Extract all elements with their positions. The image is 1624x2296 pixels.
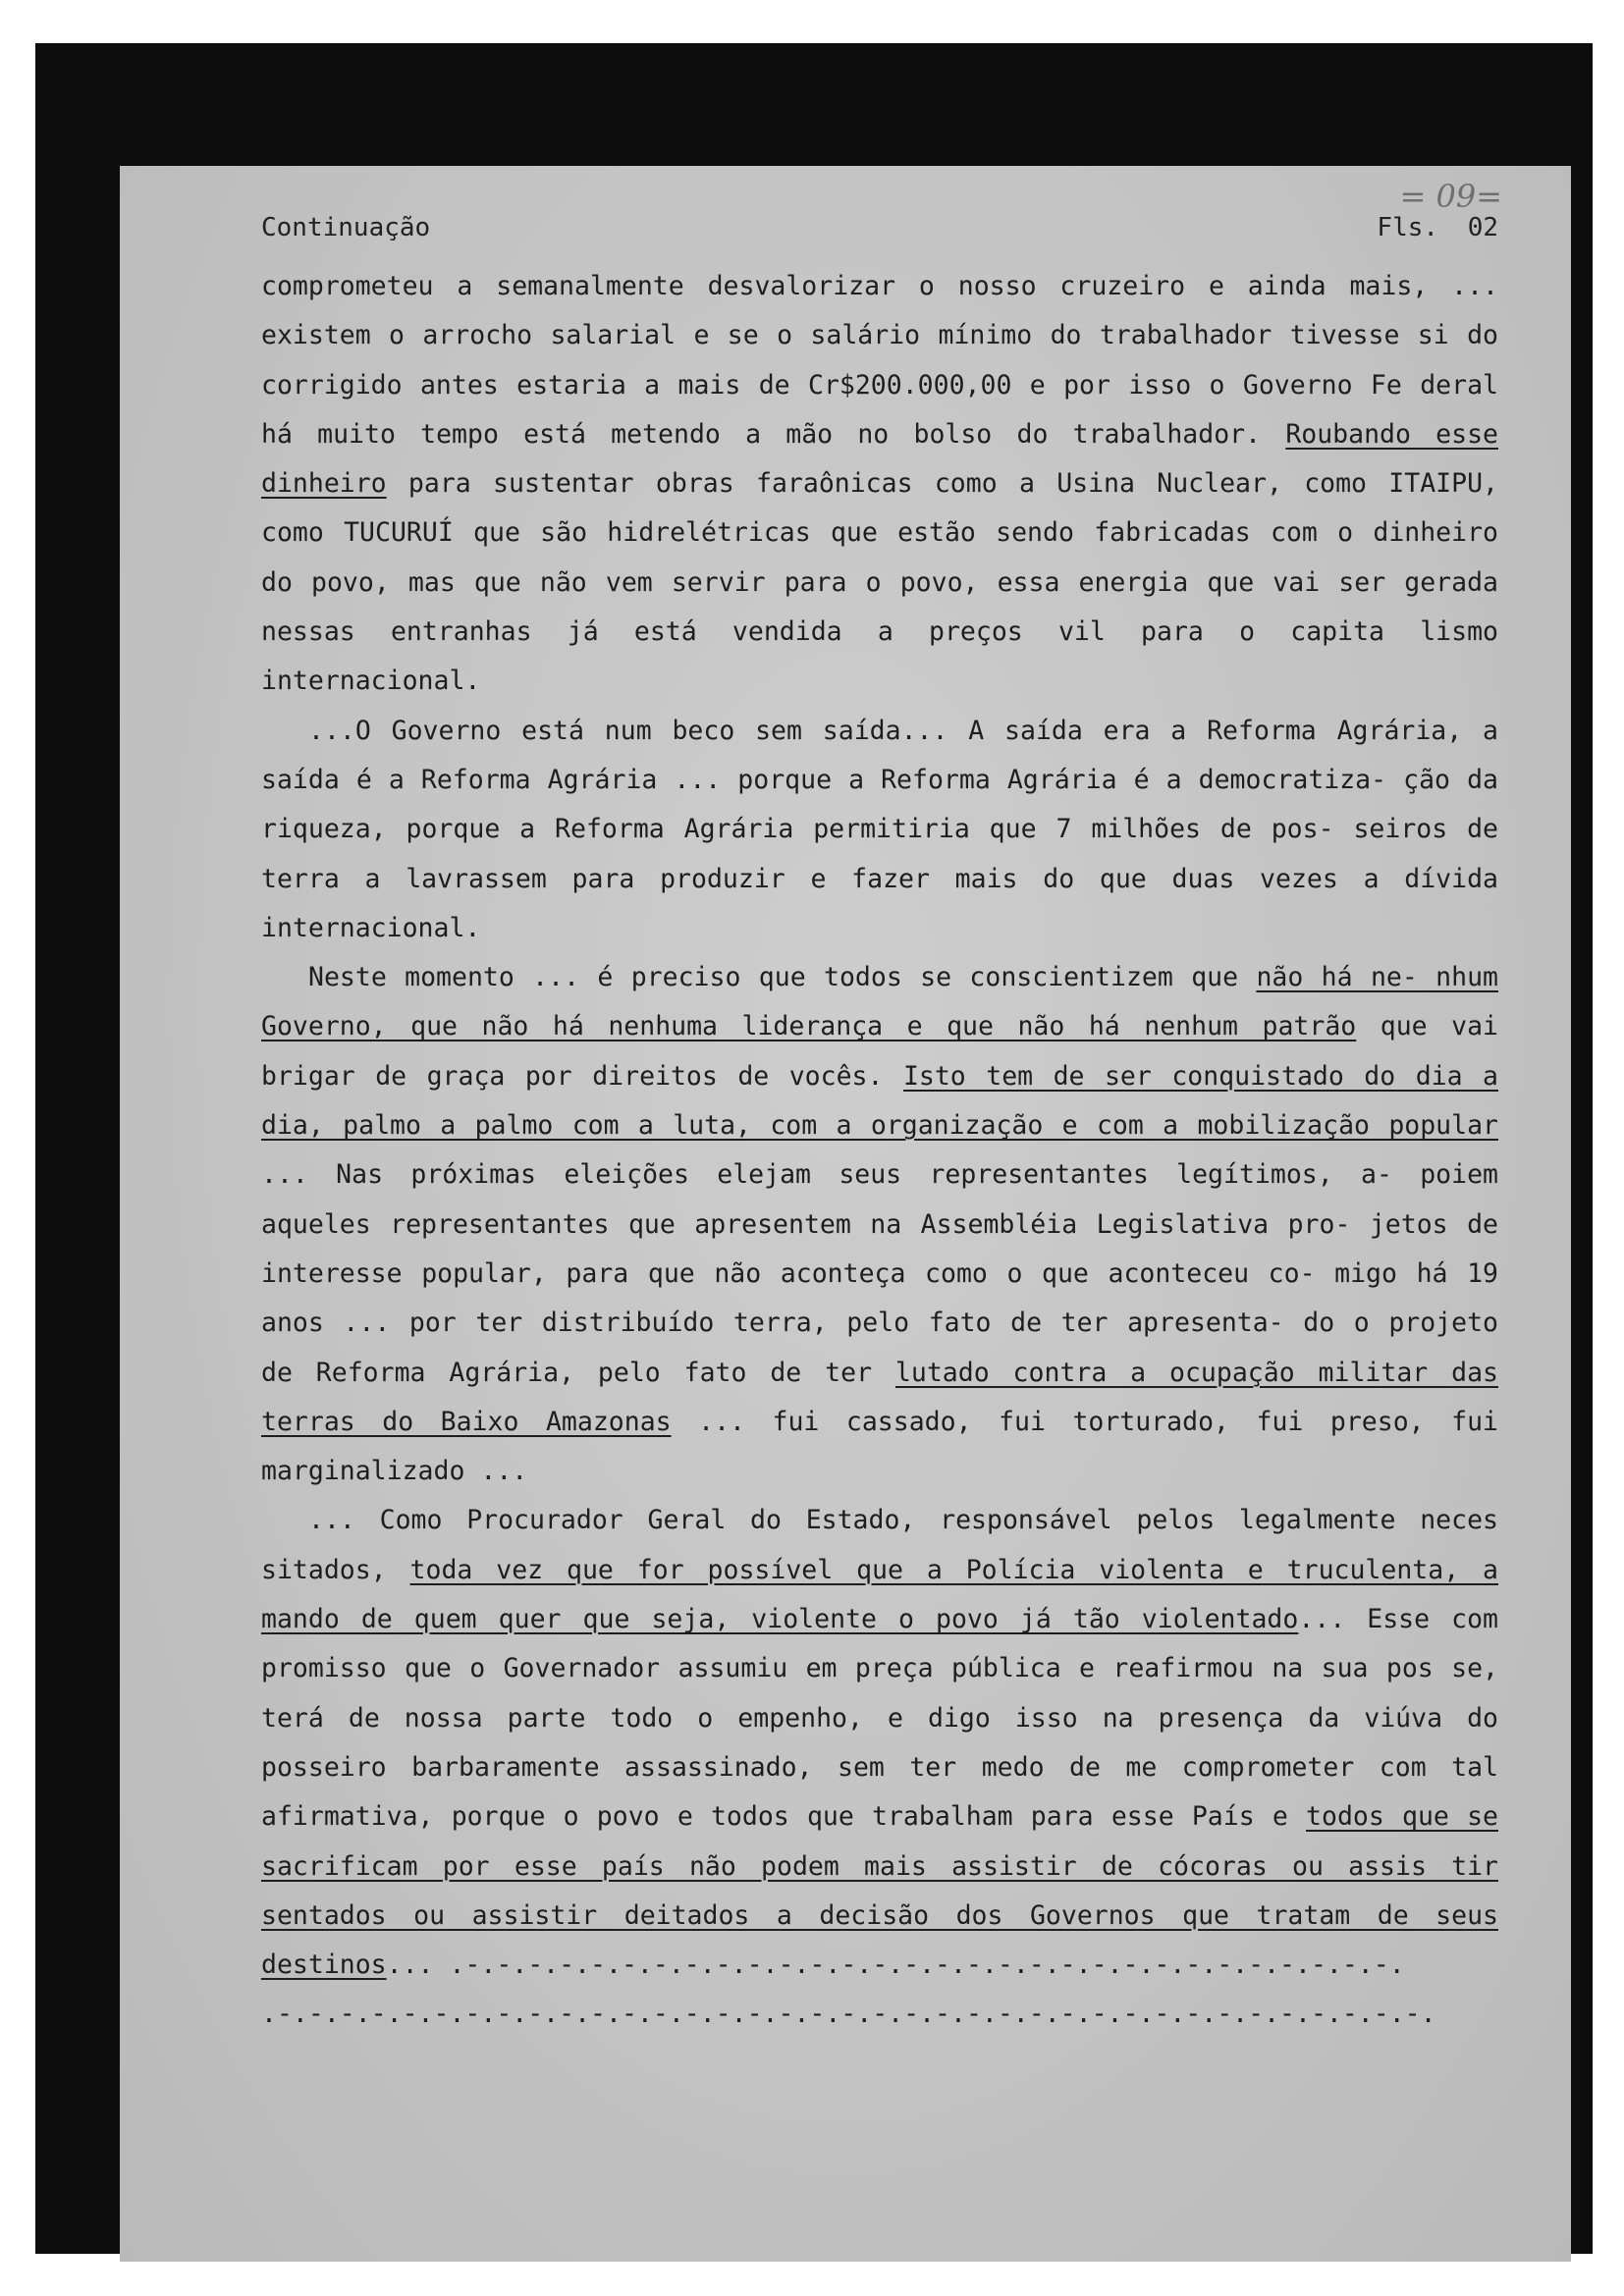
paragraph-4-underlined-a: toda vez que for possível que a Polícia violenta e truculenta, a mando de quem quer que seja, violente o povo já tão violentado xyxy=(261,1554,1499,1635)
paragraph-4-underlined-b: todos que se sacrificam por esse país não podem mais assistir de cócoras ou assis tir sentados ou assistir deitados a decisão dos Governos que tratam de seus destinos xyxy=(261,1801,1498,1981)
page-header xyxy=(261,213,1498,242)
paragraph-4-text-b: ... Esse com promisso que o Governador assumiu em preça pública e reafirmou na sua pos se, terá de nossa parte todo o empenho, e digo isso na presença da viúva do posseiro barbaramente assassinado, sem ter medo de me comprometer com tal afirmativa, porque o povo e todos que trabalham para esse País e xyxy=(261,1604,1499,1833)
paragraph-3-underlined-c: lutado contra a ocupação militar das terras do Baixo Amazonas xyxy=(261,1357,1498,1437)
paragraph-1 xyxy=(261,262,1498,707)
paragraph-4-text-a: ... Como Procurador Geral do Estado, responsável pelos legalmente neces sitados, xyxy=(261,1505,1498,1585)
paragraph-1-text-b: para sustentar obras faraônicas como a Usina Nuclear, como ITAIPU, como TUCURUÍ que são hidrelétricas que estão sendo fabricadas com o dinheiro do povo, mas que não vem servir para o povo, essa energia que vai ser gerada nessas entranhas já está vendida a preços vil para o capita lismo internacional. xyxy=(261,468,1498,697)
paragraph-3-text-d: ... fui cassado, fui torturado, fui preso, fui marginalizado ... xyxy=(261,1406,1498,1487)
document-body xyxy=(261,262,1498,2040)
continuation-label: Continuação xyxy=(261,213,431,242)
paragraph-3-text-b: que vai brigar de graça por direitos de vocês. xyxy=(261,1011,1499,1092)
paragraph-3 xyxy=(261,953,1498,1496)
paragraph-3-text-a: Neste momento ... é preciso que todos se conscientizem que xyxy=(308,962,1257,993)
filler-dash-line: .-.-.-.-.-.-.-.-.-.-.-.-.-.-.-.-.-.-.-.-.-.-.-.-.-.-.-.-.-.-.-.-.-.-.-.-.-. xyxy=(261,1999,1436,2030)
paragraph-4 xyxy=(261,1496,1498,1990)
paragraph-3-underlined-a: não há ne- nhum Governo, que não há nenhuma liderança e que não há nenhum patrão xyxy=(261,962,1498,1042)
document-page xyxy=(120,166,1571,2262)
paragraph-1-underlined-a: Roubando esse dinheiro xyxy=(261,418,1498,500)
paragraph-4-text-c: ... .-.-.-.-.-.-.-.-.-.-.-.-.-.-.-.-.-.-.-.-.-.-.-.-.-.-.-.-.-.-. xyxy=(386,1949,1405,1981)
paragraph-1-text-a: comprometeu a semanalmente desvalorizar o nosso cruzeiro e ainda mais, ... existem o arrocho salarial e se o salário mínimo do trabalhador tivesse si do corrigido antes estaria a mais de Cr$200.000,00 e por isso o Governo Fe deral há muito tempo está metendo a mão no bolso do trabalhador. xyxy=(261,271,1498,450)
paragraph-2: ...O Governo está num beco sem saída... A saída era a Reforma Agrária, a saída é a Reforma Agrária ... porque a Reforma Agrária é a democratiza- ção da riqueza, porque a Reforma Agrária permitiria que 7 milhões de pos- seiros de terra a lavrassem para produzir e fazer mais do que duas vezes a dívida internacional. xyxy=(261,715,1498,943)
paragraph-3-underlined-b: Isto tem de ser conquistado do dia a dia, palmo a palmo com a luta, com a organização e com a mobilização popular xyxy=(261,1060,1498,1142)
folio-number: Fls. 02 xyxy=(1377,213,1498,242)
scan-frame xyxy=(35,43,1593,2254)
page-number-stamp: = 09= xyxy=(1399,178,1502,215)
paragraph-3-text-c: ... Nas próximas eleições elejam seus representantes legítimos, a- poiem aqueles representantes que apresentem na Assembléia Legislativa pro- jetos de interesse popular, para que não aconteça como o que aconteceu co- migo há 19 anos ... por ter distribuído terra, pelo fato de ter apresenta- do o projeto de Reforma Agrária, pelo fato de ter xyxy=(261,1159,1498,1388)
